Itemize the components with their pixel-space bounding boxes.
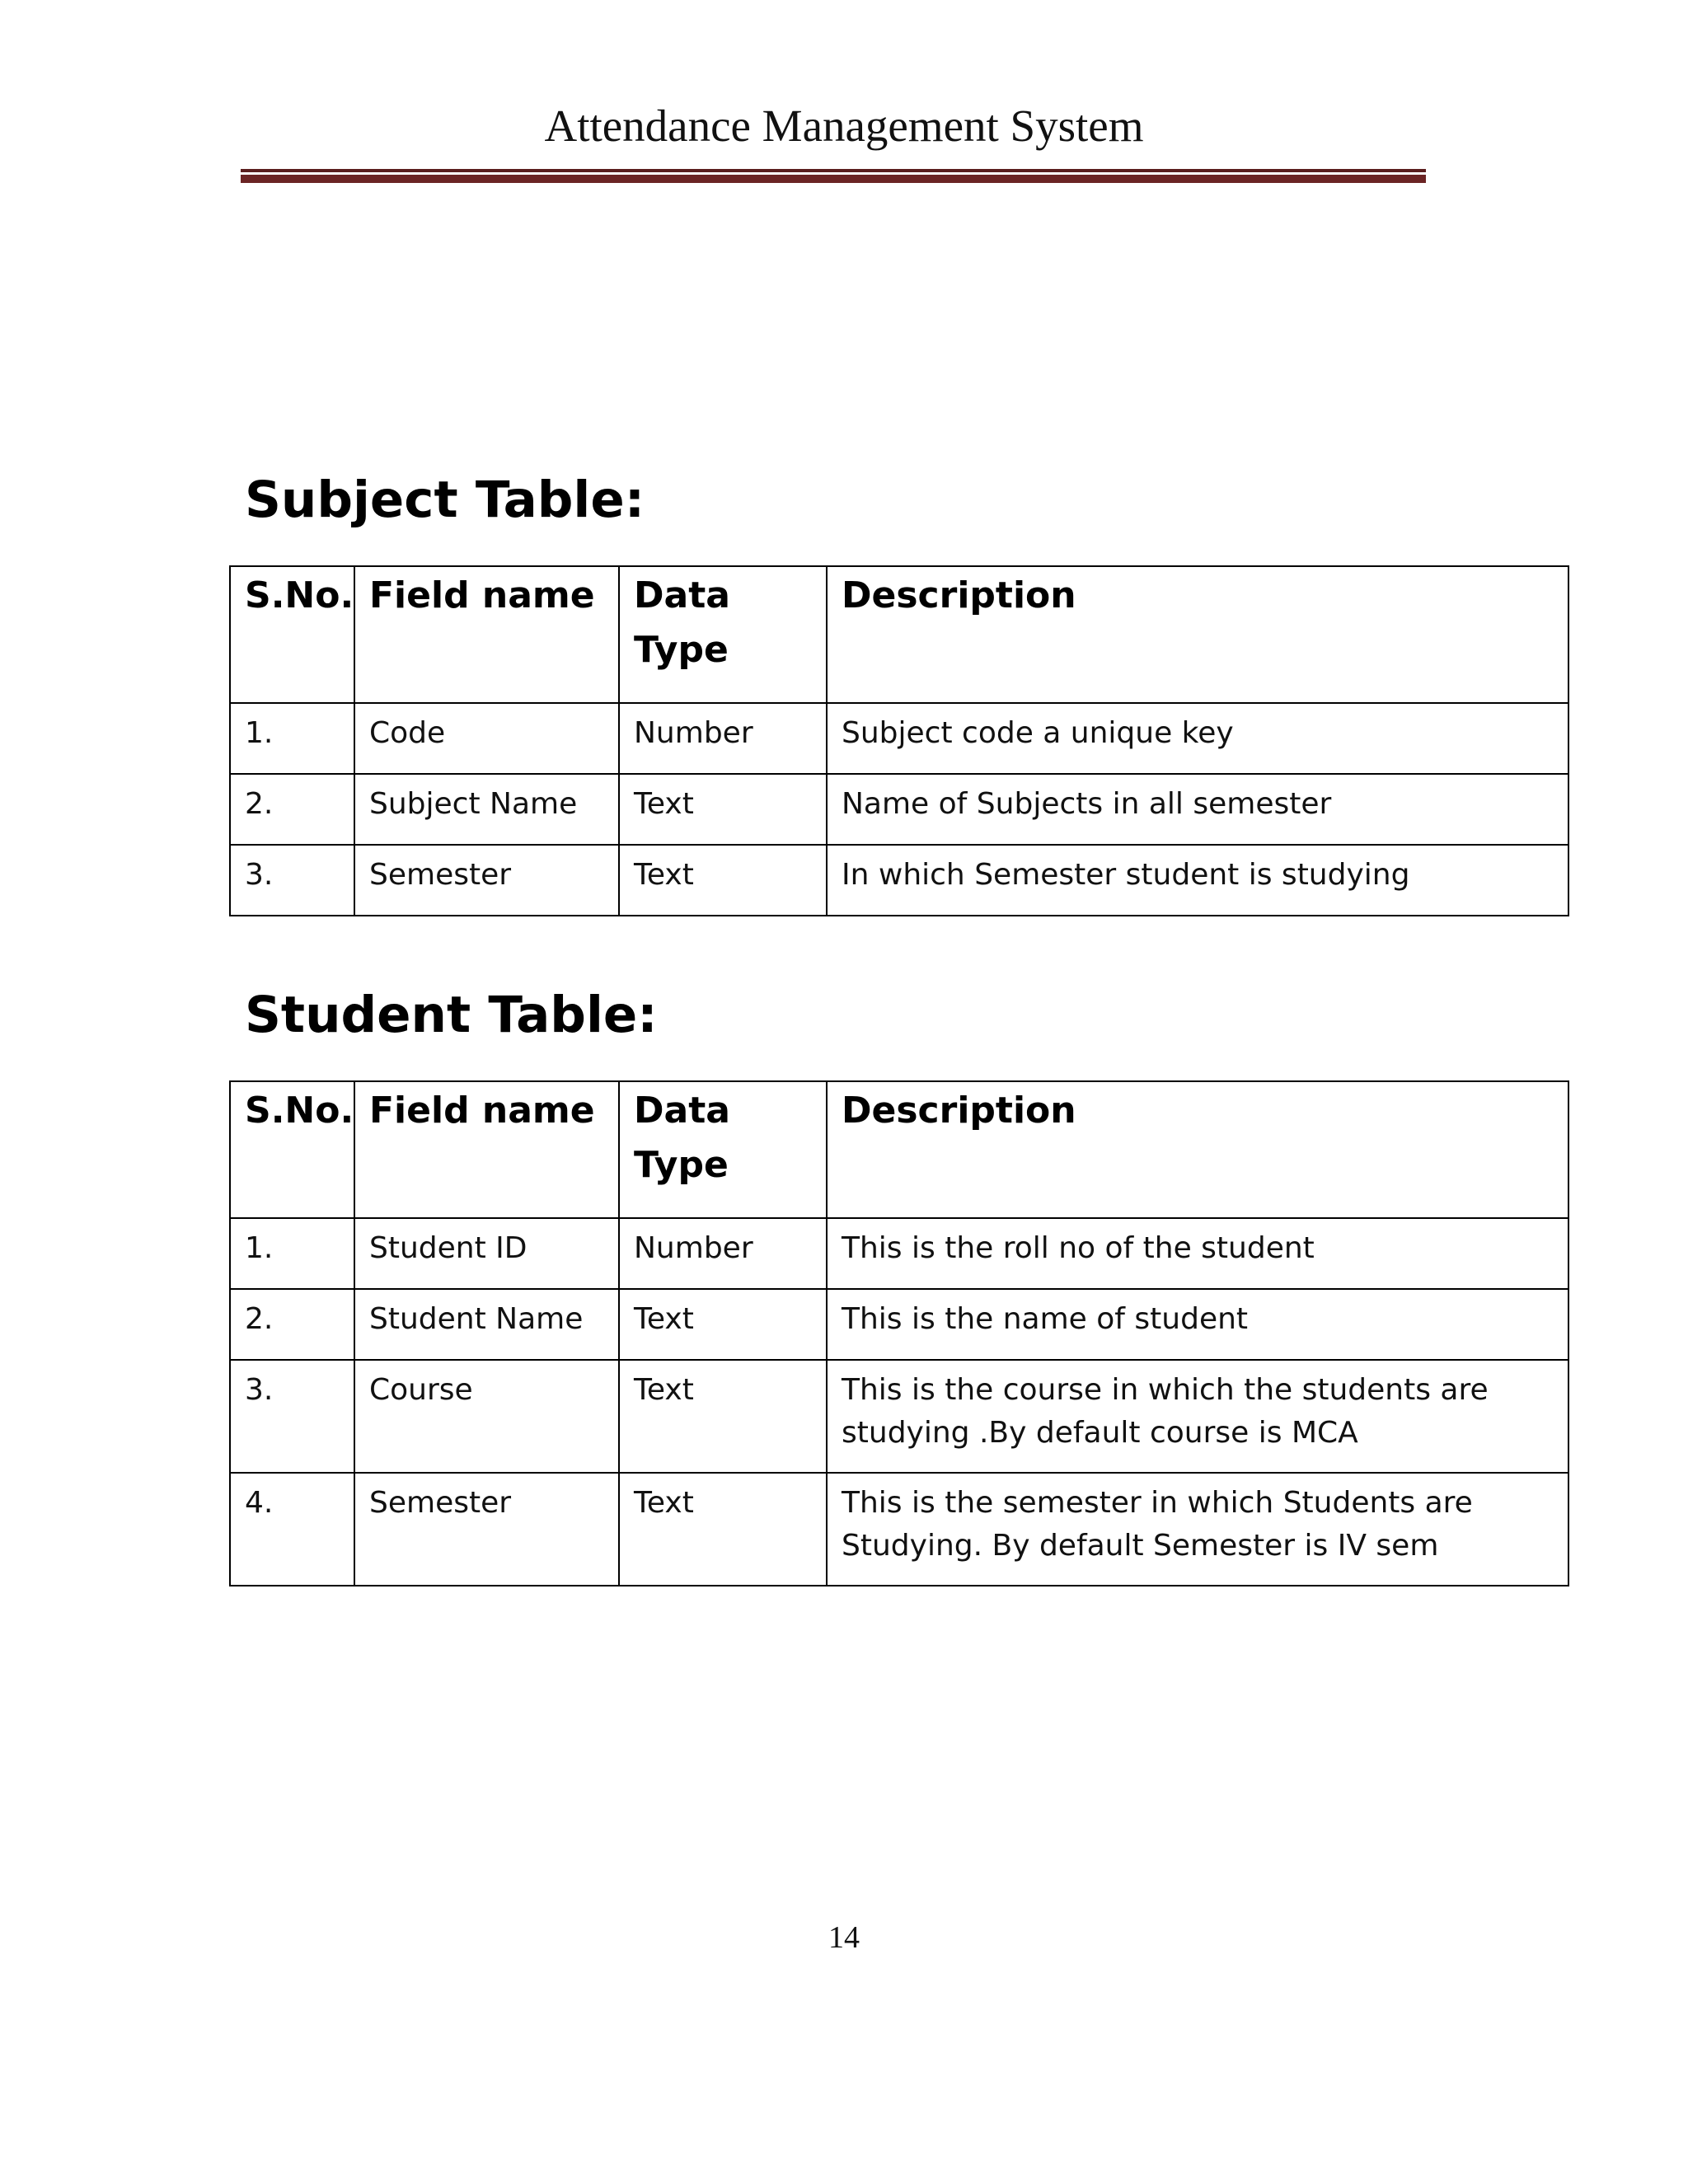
cell-sno: 3.: [230, 1360, 354, 1473]
cell-sno: 1.: [230, 1218, 354, 1289]
cell-field-name: Course: [354, 1360, 619, 1473]
cell-sno: 2.: [230, 774, 354, 845]
table-row: [230, 1289, 1568, 1360]
table-header-row: [230, 1081, 1568, 1218]
cell-sno: 2.: [230, 1289, 354, 1360]
cell-description: This is the course in which the students are studying .By default course is MCA: [827, 1360, 1568, 1473]
cell-description: This is the semester in which Students are Studying. By default Semester is IV sem: [827, 1473, 1568, 1586]
cell-description: This is the name of student: [827, 1289, 1568, 1360]
table-row: [230, 1473, 1568, 1586]
cell-field-name: Semester: [354, 1473, 619, 1586]
table-row: [230, 1360, 1568, 1473]
column-header-sno: S.No.: [230, 1081, 354, 1218]
cell-sno: 3.: [230, 845, 354, 916]
cell-field-name: Student ID: [354, 1218, 619, 1289]
cell-sno: 4.: [230, 1473, 354, 1586]
cell-field-name: Subject Name: [354, 774, 619, 845]
column-header-description: Description: [827, 566, 1568, 703]
page-number: 14: [828, 1920, 860, 1955]
table-row: [230, 845, 1568, 916]
table-row: [230, 1218, 1568, 1289]
page-header-title: Attendance Management System: [544, 101, 1144, 151]
column-header-field-name: Field name: [354, 1081, 619, 1218]
cell-data-type: Text: [619, 845, 827, 916]
column-header-sno: S.No.: [230, 566, 354, 703]
cell-data-type: Text: [619, 774, 827, 845]
cell-data-type: Number: [619, 1218, 827, 1289]
cell-field-name: Student Name: [354, 1289, 619, 1360]
cell-description: In which Semester student is studying: [827, 845, 1568, 916]
cell-description: This is the roll no of the student: [827, 1218, 1568, 1289]
subject-table: [229, 565, 1569, 916]
column-header-description: Description: [827, 1081, 1568, 1218]
student-table-title: Student Table:: [245, 986, 658, 1044]
cell-data-type: Text: [619, 1289, 827, 1360]
header-divider-thin-line: [241, 169, 1426, 172]
header-divider-thick-line: [241, 175, 1426, 183]
cell-sno: 1.: [230, 703, 354, 774]
cell-field-name: Code: [354, 703, 619, 774]
cell-data-type: Text: [619, 1360, 827, 1473]
cell-data-type: Number: [619, 703, 827, 774]
column-header-field-name: Field name: [354, 566, 619, 703]
column-header-data-type: Data Type: [619, 566, 827, 703]
header-divider: [241, 169, 1426, 182]
cell-description: Name of Subjects in all semester: [827, 774, 1568, 845]
column-header-data-type: Data Type: [619, 1081, 827, 1218]
table-row: [230, 774, 1568, 845]
subject-table-title: Subject Table:: [245, 471, 645, 529]
cell-field-name: Semester: [354, 845, 619, 916]
cell-data-type: Text: [619, 1473, 827, 1586]
table-header-row: [230, 566, 1568, 703]
cell-description: Subject code a unique key: [827, 703, 1568, 774]
student-table: [229, 1080, 1569, 1586]
table-row: [230, 703, 1568, 774]
